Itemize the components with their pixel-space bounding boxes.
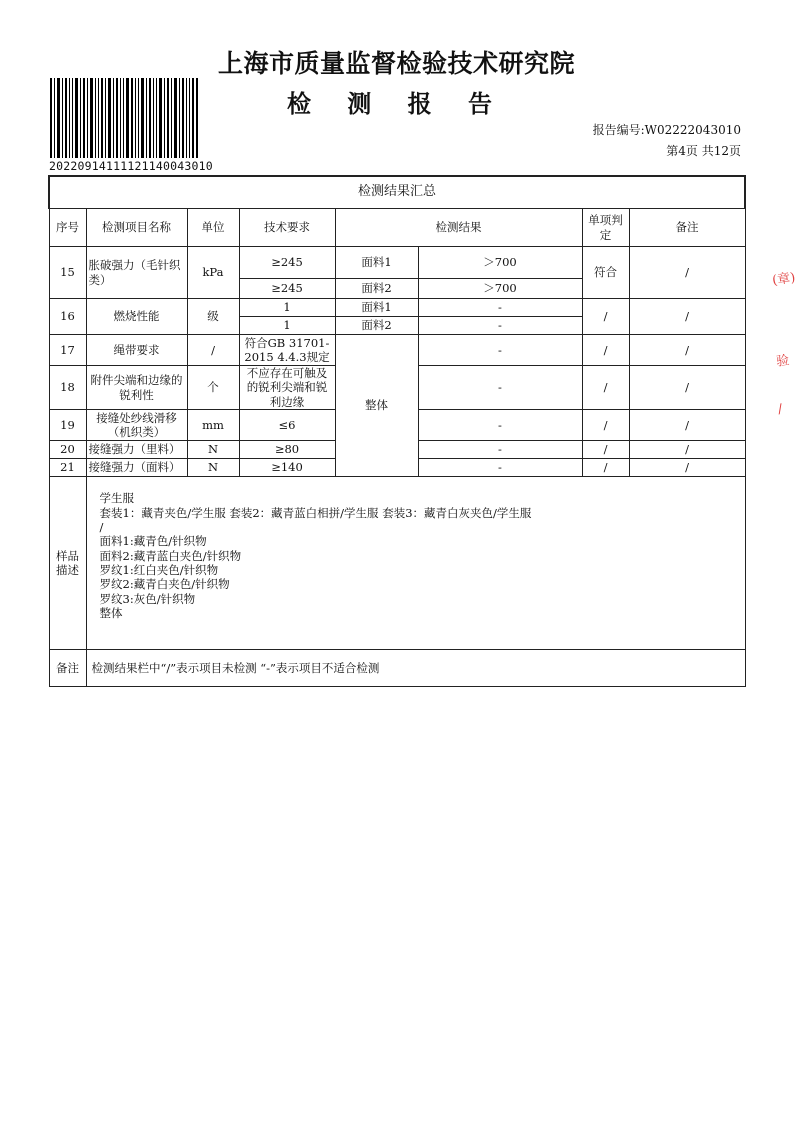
- unit-cell: N: [187, 459, 239, 477]
- result-cell: -: [418, 366, 582, 410]
- requirement-cell: ≥140: [239, 459, 335, 477]
- item-cell: 绳带要求: [86, 335, 187, 366]
- judgment-cell: /: [582, 410, 629, 441]
- part-cell: 面料2: [335, 279, 418, 299]
- seq-cell: 17: [49, 335, 86, 366]
- sample-line: 罗纹2:藏青白夹色/针织物: [99, 577, 230, 592]
- judgment-cell: /: [582, 335, 629, 366]
- requirement-cell: ≥80: [239, 441, 335, 459]
- result-cell: -: [418, 459, 582, 477]
- result-cell: -: [418, 299, 582, 317]
- merged-part-cell: 整体: [335, 335, 418, 477]
- remark-cell: /: [629, 459, 745, 477]
- sample-line: 面料2:藏青蓝白夹色/针织物: [99, 548, 242, 563]
- table-row: [49, 299, 745, 317]
- result-cell: -: [418, 335, 582, 366]
- sample-line: /: [99, 519, 104, 534]
- part-cell: 面料1: [335, 247, 418, 279]
- unit-cell: kPa: [187, 247, 239, 299]
- item-cell: 接缝强力（面料）: [86, 459, 187, 477]
- seq-cell: 16: [49, 299, 86, 335]
- seq-cell: 20: [49, 441, 86, 459]
- sample-line: 整体: [99, 606, 123, 621]
- requirement-cell: 1: [239, 299, 335, 317]
- organization-title: 上海市质量监督检验技术研究院: [217, 49, 575, 78]
- seal-stamp-fragment: 验: [775, 353, 791, 370]
- item-cell: 燃烧性能: [86, 299, 187, 335]
- requirement-cell: ≤6: [239, 410, 335, 441]
- table-row: [49, 335, 745, 366]
- sample-label: 样品描述: [49, 477, 86, 650]
- remark-cell: /: [629, 441, 745, 459]
- header-item: 检测项目名称: [86, 209, 187, 247]
- result-cell: -: [418, 441, 582, 459]
- sample-line: 面料1:藏青色/针织物: [99, 534, 207, 549]
- item-cell: 接缝强力（里料）: [86, 441, 187, 459]
- barcode: [50, 78, 198, 158]
- sample-line: 学生服: [99, 491, 134, 506]
- note-row: [49, 650, 745, 687]
- seq-cell: 18: [49, 366, 86, 410]
- unit-cell: N: [187, 441, 239, 459]
- sample-line: 罗纹3:灰色/针织物: [99, 591, 196, 606]
- unit-cell: mm: [187, 410, 239, 441]
- header-requirement: 技术要求: [239, 209, 335, 247]
- report-number: 报告编号:W02222043010: [592, 123, 741, 137]
- sample-line: 套装1：藏青夹色/学生服 套装2：藏青蓝白相拼/学生服 套装3：藏青白灰夹色/学生服: [99, 505, 532, 520]
- note-text: 检测结果栏中“/”表示项目未检测 “-”表示项目不适合检测: [86, 650, 745, 687]
- header-row: [49, 209, 745, 247]
- unit-cell: /: [187, 335, 239, 366]
- header-result: 检测结果: [335, 209, 582, 247]
- result-cell: -: [418, 410, 582, 441]
- part-cell: 面料1: [335, 299, 418, 317]
- table-title: 检测结果汇总: [49, 176, 745, 209]
- judgment-cell: /: [582, 299, 629, 335]
- page-info: 第4页 共12页: [666, 144, 741, 158]
- report-title: 检 测 报 告: [286, 90, 507, 118]
- item-cell: 胀破强力（毛针织类）: [86, 247, 187, 299]
- remark-cell: /: [629, 247, 745, 299]
- header-seq: 序号: [49, 209, 86, 247]
- judgment-cell: /: [582, 441, 629, 459]
- remark-cell: /: [629, 335, 745, 366]
- item-cell: 附件尖端和边缘的锐利性: [86, 366, 187, 410]
- header-unit: 单位: [187, 209, 239, 247]
- result-cell: ＞700: [418, 247, 582, 279]
- seq-cell: 21: [49, 459, 86, 477]
- barcode-number: 20220914111121140043010: [49, 159, 213, 173]
- seal-stamp-fragment: /: [776, 401, 784, 418]
- unit-cell: 个: [187, 366, 239, 410]
- header-judgment: 单项判定: [582, 209, 629, 247]
- seal-stamp-fragment: (章): [771, 270, 796, 289]
- requirement-cell: ≥245: [239, 247, 335, 279]
- remark-cell: /: [629, 366, 745, 410]
- judgment-cell: 符合: [582, 247, 629, 299]
- seq-cell: 19: [49, 410, 86, 441]
- part-cell: 面料2: [335, 317, 418, 335]
- seq-cell: 15: [49, 247, 86, 299]
- unit-cell: 级: [187, 299, 239, 335]
- table-row: [49, 247, 745, 279]
- requirement-cell: 1: [239, 317, 335, 335]
- remark-cell: /: [629, 410, 745, 441]
- header-remark: 备注: [629, 209, 745, 247]
- item-cell: 接缝处纱线滑移（机织类）: [86, 410, 187, 441]
- result-cell: ＞700: [418, 279, 582, 299]
- results-table: [48, 175, 746, 687]
- remark-cell: /: [629, 299, 745, 335]
- note-label: 备注: [49, 650, 86, 687]
- result-cell: -: [418, 317, 582, 335]
- requirement-cell: 不应存在可触及的锐利尖端和锐利边缘: [239, 366, 335, 410]
- requirement-cell: 符合GB 31701-2015 4.4.3规定: [239, 335, 335, 366]
- sample-row: [49, 477, 745, 650]
- requirement-cell: ≥245: [239, 279, 335, 299]
- judgment-cell: /: [582, 459, 629, 477]
- sample-description: [86, 477, 745, 650]
- judgment-cell: /: [582, 366, 629, 410]
- sample-line: 罗纹1:红白夹色/针织物: [99, 563, 219, 577]
